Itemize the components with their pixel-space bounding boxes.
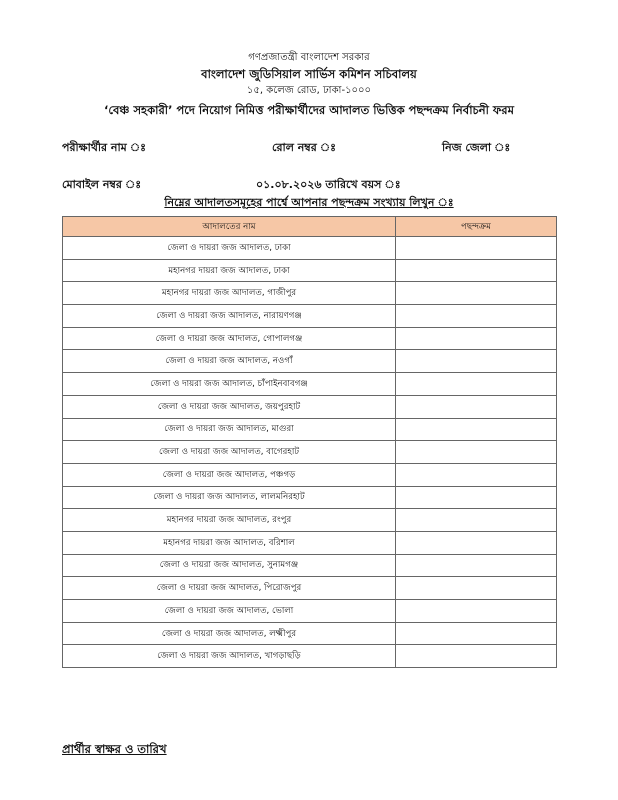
table-row [63,554,557,577]
table-row [63,282,557,305]
court-name-cell: জেলা ও দায়রা জজ আদালত, পিরোজপুর [63,577,396,600]
table-row [63,350,557,373]
table-row [63,237,557,260]
table-row [63,600,557,623]
preference-cell[interactable] [396,645,557,668]
age-on-date-label: ০১.০৮.২০২৬ তারিখে বয়স ঃ [256,178,401,191]
court-name-cell: জেলা ও দায়রা জজ আদালত, লক্ষ্মীপুর [63,622,396,645]
table-row [63,327,557,350]
preference-cell[interactable] [396,577,557,600]
preference-cell[interactable] [396,463,557,486]
table-row [63,622,557,645]
court-name-cell: মহানগর দায়রা জজ আদালত, গাজীপুর [63,282,396,305]
table-row [63,305,557,328]
preference-cell[interactable] [396,327,557,350]
preference-cell[interactable] [396,509,557,532]
table-row [63,418,557,441]
court-name-cell: জেলা ও দায়রা জজ আদালত, পঞ্চগড় [63,463,396,486]
form-title: ‘বেঞ্চ সহকারী’ পদে নিয়োগ নিমিত্ত পরীক্ষার্থীদের আদালত ভিত্তিক পছন্দক্রম নির্বাচনী ফরম [103,103,515,117]
instruction-text: নিম্নের আদালতসমূহের পার্শ্বে আপনার পছন্দক্রম সংখ্যায় লিখুন ঃ [164,196,454,209]
preference-cell[interactable] [396,350,557,373]
office-name: বাংলাদেশ জুডিসিয়াল সার্ভিস কমিশন সচিবালয় [201,67,417,81]
preference-cell[interactable] [396,282,557,305]
table-row [63,645,557,668]
table-row [63,463,557,486]
preference-cell[interactable] [396,441,557,464]
court-name-cell: জেলা ও দায়রা জজ আদালত, ঢাকা [63,237,396,260]
preference-cell[interactable] [396,418,557,441]
court-name-cell: জেলা ও দায়রা জজ আদালত, মাগুরা [63,418,396,441]
govt-header: গণপ্রজাতন্ত্রী বাংলাদেশ সরকার [248,52,370,63]
table-row [63,259,557,282]
office-address: ১৫, কলেজ রোড, ঢাকা-১০০০ [246,85,372,96]
court-name-cell: মহানগর দায়রা জজ আদালত, বরিশাল [63,531,396,554]
court-name-cell: জেলা ও দায়রা জজ আদালত, লালমনিরহাট [63,486,396,509]
preference-cell[interactable] [396,554,557,577]
preference-cell[interactable] [396,373,557,396]
table-row [63,395,557,418]
mobile-number-label: মোবাইল নম্বর ঃ [62,178,142,191]
court-name-cell: জেলা ও দায়রা জজ আদালত, বাগেরহাট [63,441,396,464]
preference-cell[interactable] [396,531,557,554]
preference-cell[interactable] [396,305,557,328]
table-header-row [63,217,557,237]
preference-cell[interactable] [396,486,557,509]
court-name-cell: জেলা ও দায়রা জজ আদালত, নওগাঁ [63,350,396,373]
court-preference-table [62,216,557,668]
preference-cell[interactable] [396,622,557,645]
court-name-cell: জেলা ও দায়রা জজ আদালত, নারায়ণগঞ্জ [63,305,396,328]
table-row [63,577,557,600]
preference-cell[interactable] [396,395,557,418]
table-row [63,509,557,532]
court-name-cell: জেলা ও দায়রা জজ আদালত, ভোলা [63,600,396,623]
court-name-cell: জেলা ও দায়রা জজ আদালত, গোপালগঞ্জ [63,327,396,350]
court-name-cell: জেলা ও দায়রা জজ আদালত, সুনামগঞ্জ [63,554,396,577]
court-name-cell: মহানগর দায়রা জজ আদালত, রংপুর [63,509,396,532]
signature-label: প্রার্থীর স্বাক্ষর ও তারিখ [62,742,167,756]
home-district-label: নিজ জেলা ঃ [442,141,511,154]
table-row [63,531,557,554]
roll-number-label: রোল নম্বর ঃ [272,141,337,154]
preference-cell[interactable] [396,259,557,282]
court-name-cell: জেলা ও দায়রা জজ আদালত, জয়পুরহাট [63,395,396,418]
court-name-cell: জেলা ও দায়রা জজ আদালত, চাঁপাইনবাবগঞ্জ [63,373,396,396]
table-row [63,441,557,464]
court-name-cell: জেলা ও দায়রা জজ আদালত, খাগড়াছড়ি [63,645,396,668]
preference-cell[interactable] [396,237,557,260]
candidate-name-label: পরীক্ষার্থীর নাম ঃ [62,141,146,154]
preference-cell[interactable] [396,600,557,623]
table-row [63,373,557,396]
court-name-cell: মহানগর দায়রা জজ আদালত, ঢাকা [63,259,396,282]
column-header-preference: পছন্দক্রম [396,217,557,237]
table-row [63,486,557,509]
column-header-court-name: আদালতের নাম [63,217,396,237]
